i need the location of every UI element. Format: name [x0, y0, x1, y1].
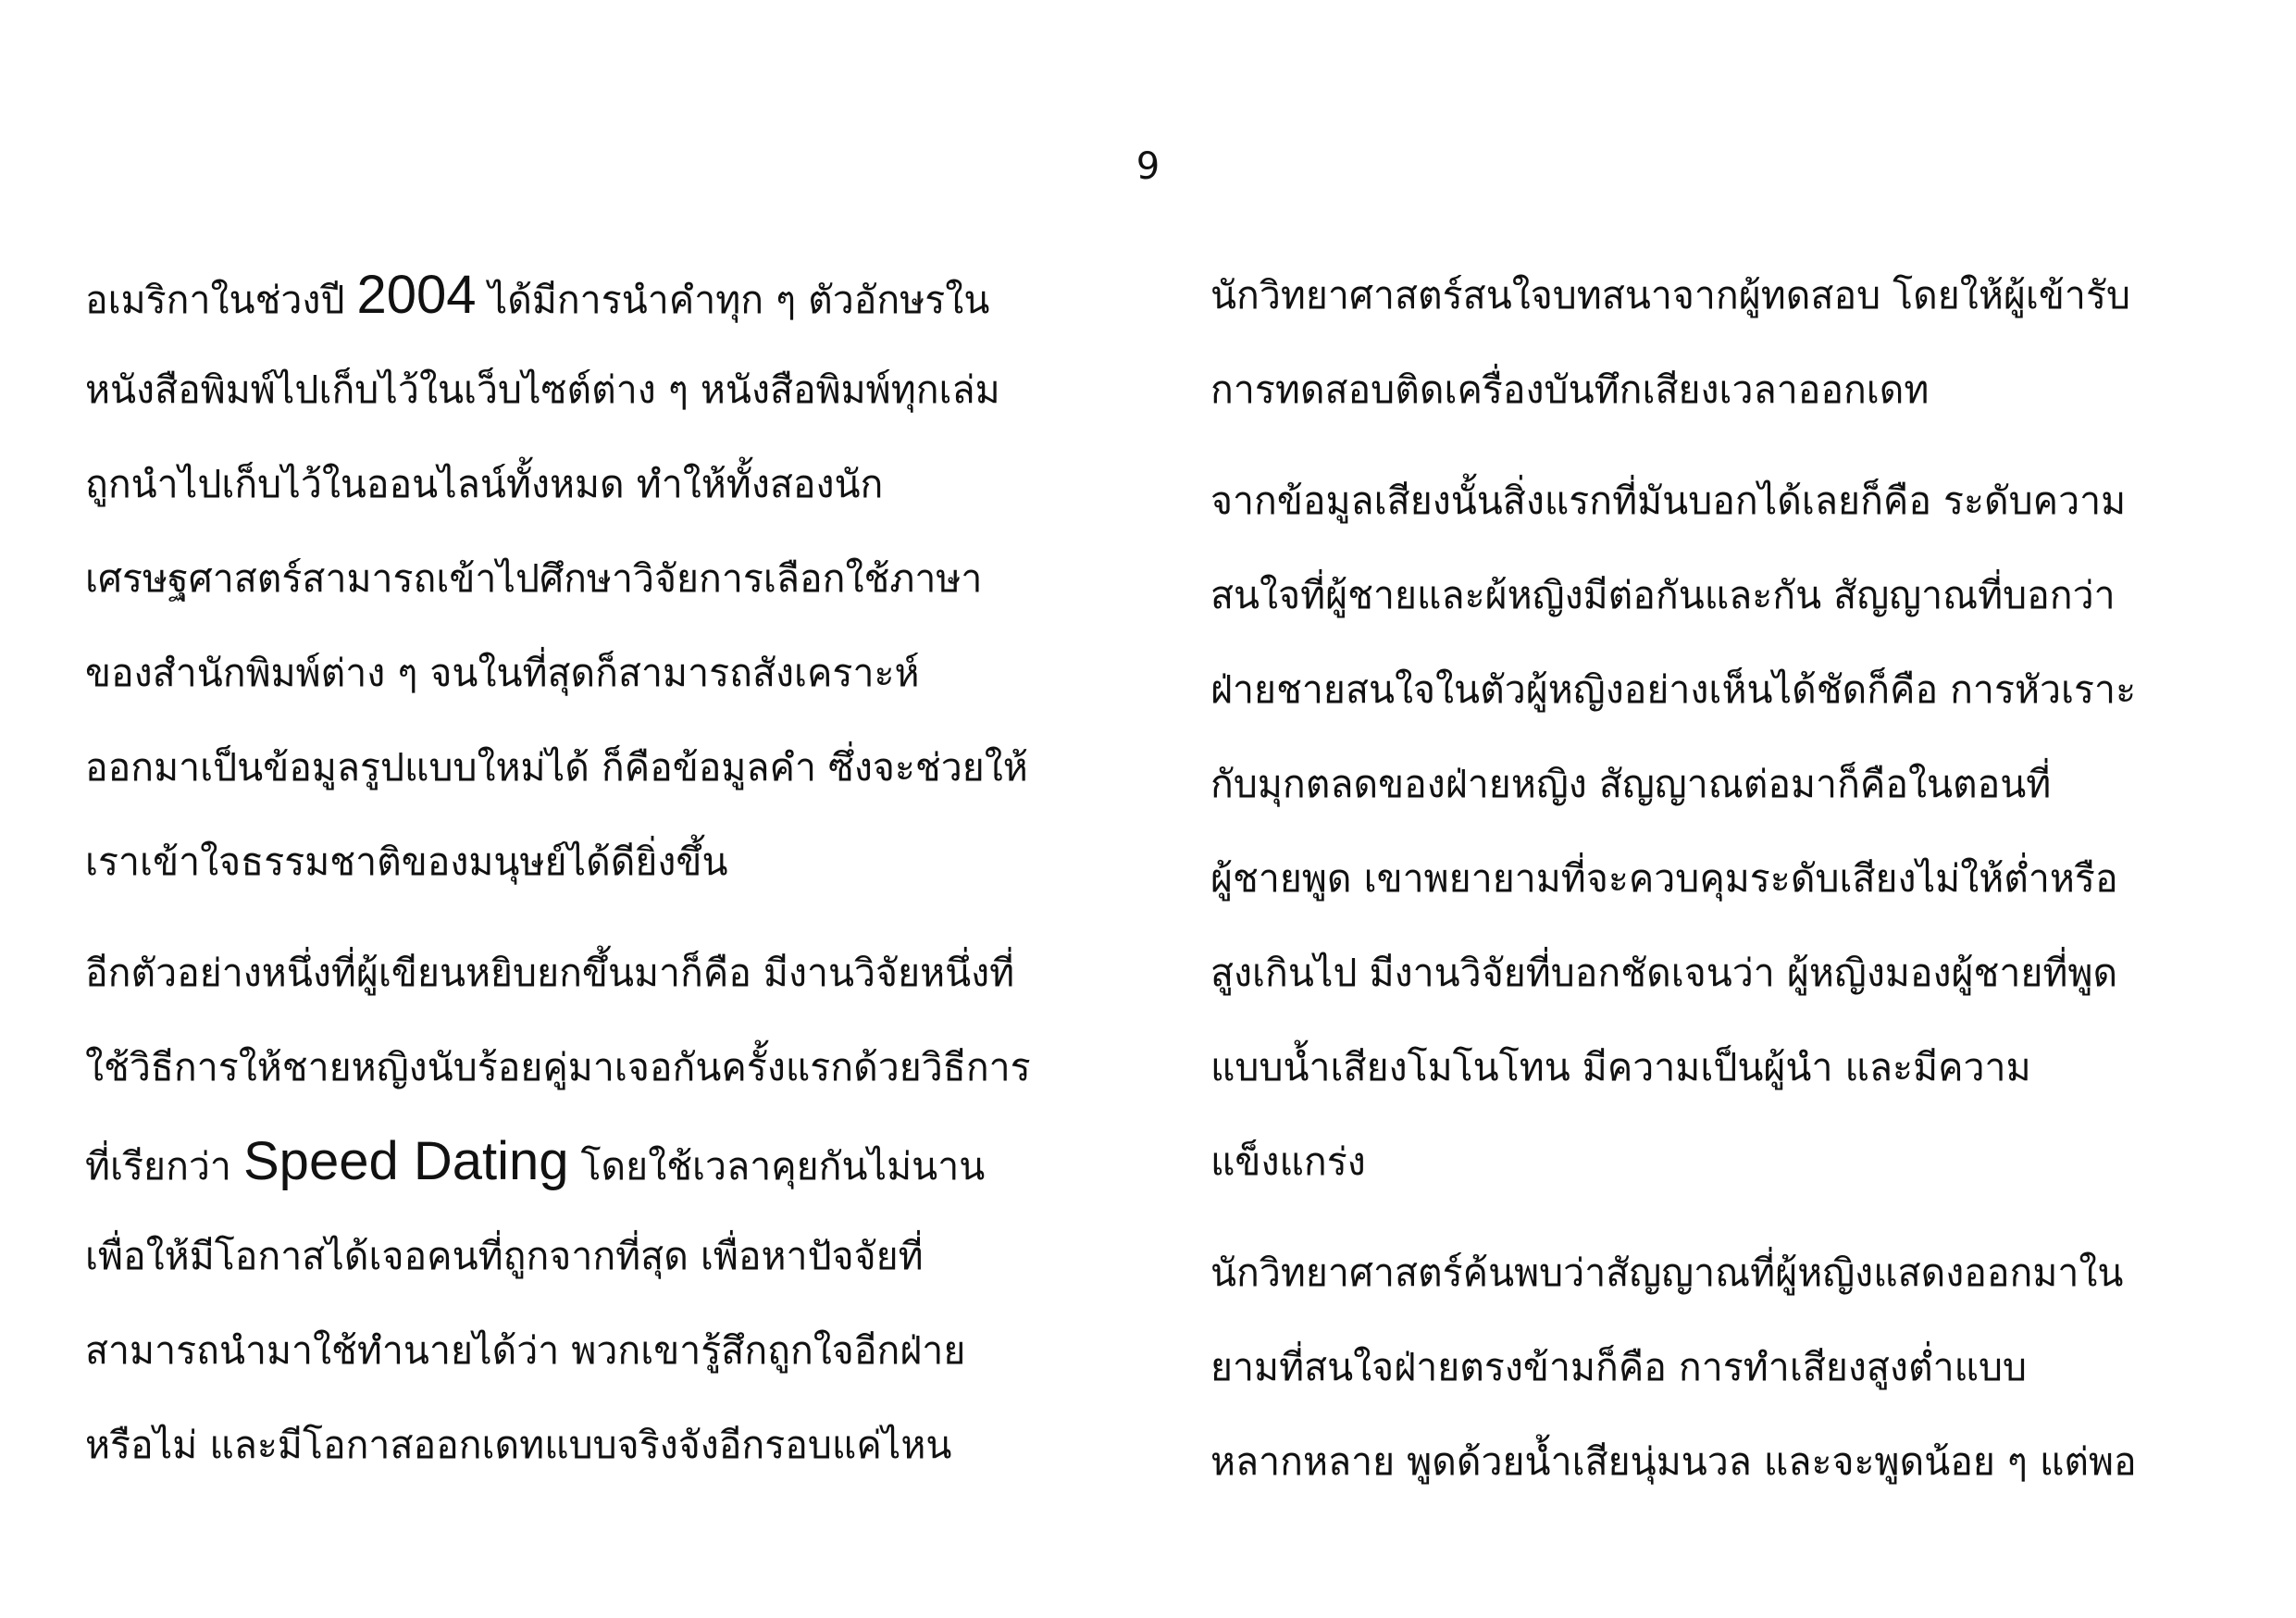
text-line: ถูกนำไปเก็บไว้ในออนไลน์ทั้งหมด ทำให้ทั้งสองนัก	[85, 462, 884, 506]
text-line: ใช้วิธีการให้ชายหญิงนับร้อยคู่มาเจอกันครั้งแรกด้วยวิธีการ	[85, 1045, 1031, 1089]
speed-dating-term: Speed Dating	[243, 1131, 569, 1191]
text-line: อีกตัวอย่างหนึ่งที่ผู้เขียนหยิบยกขึ้นมาก็คือ มีงานวิจัยหนึ่งที่	[85, 951, 1015, 995]
paragraph	[1210, 454, 2256, 1209]
text-line: ผู้ชายพูด เขาพยายามที่จะควบคุมระดับเสียงไม่ให้ต่ำหรือ	[1210, 856, 2118, 901]
text-line: นักวิทยาศาสตร์ค้นพบว่าสัญญาณที่ผู้หญิงแสดงออกมาใน	[1210, 1251, 2124, 1295]
text-line: ออกมาเป็นข้อมูลรูปแบบใหม่ได้ ก็คือข้อมูลคำ ซึ่งจะช่วยให้	[85, 745, 1028, 790]
text-line: หลากหลาย พูดด้วยน้ำเสียนุ่มนวล และจะพูดน้อย ๆ แต่พอ	[1210, 1439, 2137, 1484]
text-line: สนใจที่ผู้ชายและผ้หญิงมีต่อกันและกัน สัญญาณที่บอกว่า	[1210, 573, 2116, 617]
text-line: สูงเกินไป มีงานวิจัยที่บอกชัดเจนว่า ผู้หญิงมองผู้ชายที่พูด	[1210, 951, 2118, 995]
text-line: ที่เรียกว่า Speed Dating โดยใช้เวลาคุยกันไม่นาน	[85, 1131, 986, 1191]
text-line: เศรษฐศาสตร์สามารถเข้าไปศึกษาวิจัยการเลือกใช้ภาษา	[85, 556, 983, 601]
text-line: กับมุกตลดของฝ่ายหญิง สัญญาณต่อมาก็คือในตอนที่	[1210, 762, 2052, 806]
paragraph	[1210, 1226, 2256, 1509]
right-column	[1210, 248, 2256, 1509]
text-line: ของสำนักพิมพ์ต่าง ๆ จนในที่สุดก็สามารถสังเคราะห์	[85, 651, 920, 695]
paragraph	[1210, 248, 2256, 437]
text-line: นักวิทยาศาสตร์สนใจบทสนาจากผู้ทดสอบ โดยให้ผู้เข้ารับ	[1210, 273, 2130, 317]
text-line: ยามที่สนใจฝ่ายตรงข้ามก็คือ การทำเสียงสูงต่ำแบบ	[1210, 1345, 2028, 1389]
text-line: เราเข้าใจธรรมชาติของมนุษย์ได้ดียิ่งขึ้น	[85, 840, 728, 884]
text-line: แบบน้ำเสียงโมโนโทน มีความเป็นผู้นำ และมีความ	[1210, 1045, 2031, 1089]
paragraph	[85, 926, 1131, 1492]
left-column	[85, 248, 1131, 1492]
text-line: อเมริกาในช่วงปี 2004 ได้มีการนำคำทุก ๆ ตัวอักษรใน	[85, 265, 990, 325]
text-line: ฝ่ายชายสนใจในตัวผู้หญิงอย่างเห็นได้ชัดก็คือ การหัวเราะ	[1210, 667, 2137, 712]
text-line: หรือไม่ และมีโอกาสออกเดทแบบจริงจังอีกรอบแค่ไหน	[85, 1423, 952, 1467]
text-line: จากข้อมูลเสียงนั้นสิ่งแรกที่มันบอกได้เลยก็คือ ระดับความ	[1210, 479, 2127, 523]
text-line: หนังสือพิมพ์ไปเก็บไว้ในเว็บไซต์ต่าง ๆ หนังสือพิมพ์ทุกเล่ม	[85, 367, 1000, 412]
page-number: 9	[1136, 145, 1160, 188]
text-line: แข็งแกร่ง	[1210, 1139, 1366, 1184]
paragraph	[85, 248, 1131, 909]
year-number: 2004	[356, 265, 477, 325]
text-line: การทดสอบติดเครื่องบันทึกเสียงเวลาออกเดท	[1210, 367, 1930, 412]
text-line: เพื่อให้มีโอกาสได้เจอคนที่ถูกจากที่สุด เพื่อหาปัจจัยที่	[85, 1234, 924, 1278]
text-line: สามารถนำมาใช้ทำนายได้ว่า พวกเขารู้สึกถูกใจอีกฝ่าย	[85, 1328, 966, 1373]
